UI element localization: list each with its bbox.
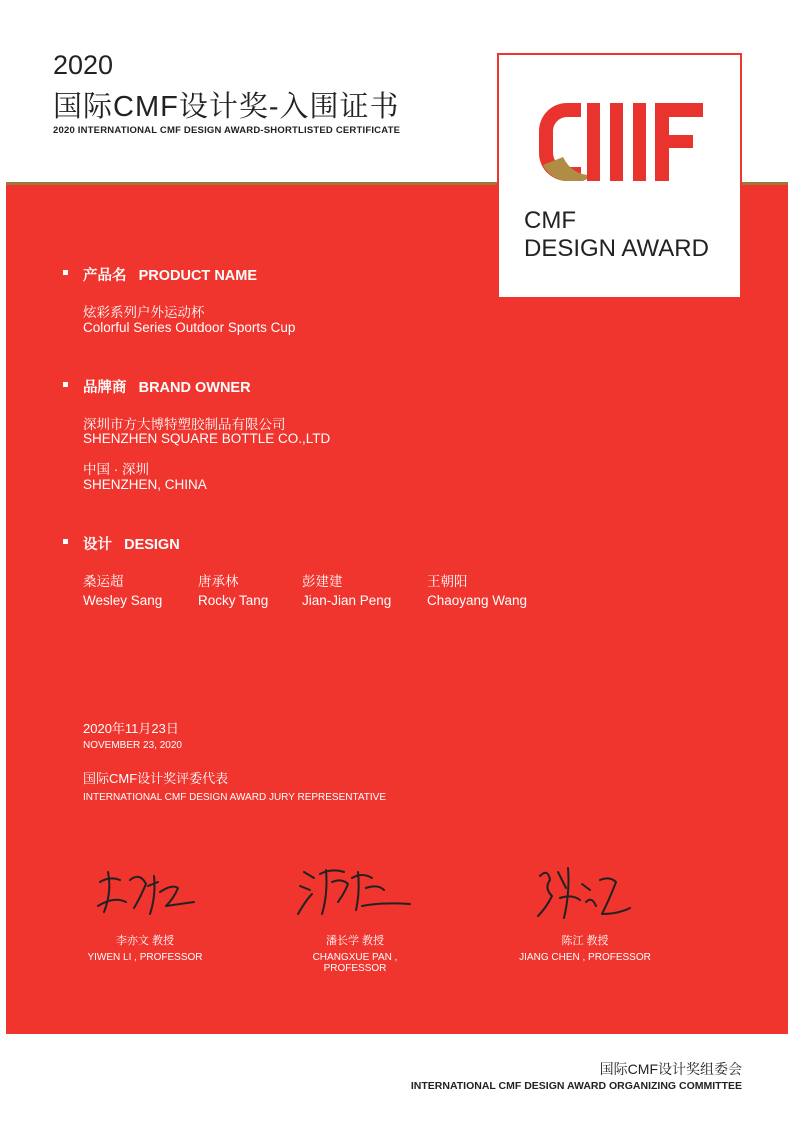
product-heading-cn: 产品名 xyxy=(83,268,127,284)
signatory-name-cn: 李亦文 教授 xyxy=(115,935,175,947)
designer-name-cn: 唐承林 xyxy=(198,574,239,589)
brand-location-en: SHENZHEN, CHINA xyxy=(83,477,207,492)
design-heading xyxy=(83,533,180,554)
product-name-cn: 炫彩系列户外运动杯 xyxy=(83,305,205,320)
signatory-name-en: JIANG CHEN , PROFESSOR xyxy=(519,952,651,963)
signature-jiang-chen xyxy=(530,858,640,930)
signatory-name-cn: 陈江 教授 xyxy=(561,935,609,947)
signatory-name-cn: 潘长学 教授 xyxy=(325,935,385,947)
signatory-name-en: YIWEN LI , PROFESSOR xyxy=(87,952,203,963)
cmf-logo-mark xyxy=(533,97,713,187)
certificate-title-cn: 国际CMF设计奖-入围证书 xyxy=(53,91,400,123)
logo-line-1: CMF xyxy=(524,207,576,234)
brand-company-cn: 深圳市方大博特塑胶制品有限公司 xyxy=(83,417,286,432)
product-heading-en: PRODUCT NAME xyxy=(138,268,258,284)
bullet-icon xyxy=(63,539,68,544)
designer-name-cn: 桑运超 xyxy=(83,574,124,589)
signatory xyxy=(280,932,430,974)
brand-heading-en: BRAND OWNER xyxy=(138,380,251,396)
signature-yiwen-li xyxy=(90,862,210,932)
product-heading xyxy=(83,264,257,285)
designer-item xyxy=(302,570,391,608)
design-heading-cn: 设计 xyxy=(83,537,112,553)
bullet-icon xyxy=(63,382,68,387)
jury-title-en: INTERNATIONAL CMF DESIGN AWARD JURY REPRESENTATIVE xyxy=(83,792,387,803)
product-name-en: Colorful Series Outdoor Sports Cup xyxy=(83,320,296,335)
designer-name-en: Jian-Jian Peng xyxy=(302,593,392,608)
design-heading-en: DESIGN xyxy=(124,537,180,553)
designer-name-en: Rocky Tang xyxy=(198,593,269,608)
bullet-icon xyxy=(63,270,68,275)
designer-name-en: Chaoyang Wang xyxy=(427,593,528,608)
designer-name-en: Wesley Sang xyxy=(83,593,163,608)
jury-title-cn: 国际CMF设计奖评委代表 xyxy=(83,771,229,786)
signatory xyxy=(515,932,655,963)
certificate-year: 2020 xyxy=(53,50,114,80)
organizer-en: INTERNATIONAL CMF DESIGN AWARD ORGANIZING COMMITTEE xyxy=(410,1080,742,1092)
designer-item xyxy=(83,570,162,608)
designer-name-cn: 王朝阳 xyxy=(427,574,468,589)
signatory xyxy=(85,932,205,963)
signatory-name-en: CHANGXUE PAN , PROFESSOR xyxy=(312,952,398,974)
cmf-logo-box xyxy=(497,53,742,299)
designer-item xyxy=(427,570,527,608)
brand-heading xyxy=(83,376,251,397)
award-date-en: NOVEMBER 23, 2020 xyxy=(83,740,182,751)
award-date-cn: 2020年11月23日 xyxy=(83,721,179,736)
designer-name-cn: 彭建建 xyxy=(302,574,343,589)
brand-heading-cn: 品牌商 xyxy=(83,380,127,396)
brand-company-en: SHENZHEN SQUARE BOTTLE CO.,LTD xyxy=(83,431,331,446)
brand-location-cn: 中国 · 深圳 xyxy=(83,462,149,477)
organizer-cn: 国际CMF设计奖组委会 xyxy=(599,1061,742,1077)
designer-item xyxy=(198,570,268,608)
certificate-title-en: 2020 INTERNATIONAL CMF DESIGN AWARD-SHORTLISTED CERTIFICATE xyxy=(53,125,401,136)
signature-changxue-pan xyxy=(292,858,422,928)
logo-line-2: DESIGN AWARD xyxy=(524,235,709,262)
